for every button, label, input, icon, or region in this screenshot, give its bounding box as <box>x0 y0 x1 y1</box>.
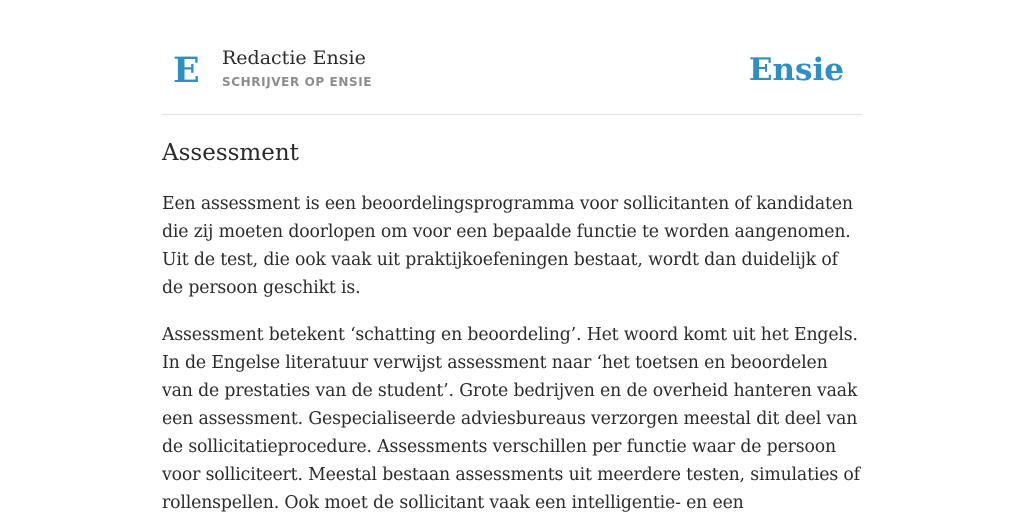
author-role: SCHRIJVER OP ENSIE <box>222 75 373 89</box>
article-paragraph: Een assessment is een beoordelingsprogramma voor sollicitanten of kandidaten die zij moeten doorlopen om voor een bepaalde functie te worden aangenomen. Uit de test, die ook vaak uit praktijkoefeningen bestaat, wordt dan duidelijk of de persoon geschikt is. <box>162 194 853 298</box>
author-avatar-initial: E <box>173 50 200 91</box>
author-name[interactable]: Redactie Ensie <box>222 47 366 69</box>
article-paragraph: Assessment betekent ‘schatting en beoordeling’. Het woord komt uit het Engels. In de Engelse literatuur verwijst assessment naar ‘het toetsen en beoordelen van de prestaties van de student’. Grote bedrijven en de overheid hanteren vaak een assessment. Gespecialiseerde adviesbureaus verzorgen meestal dit deel van de sollicitatieprocedure. Assessments verschillen per functie waar de persoon voor solliciteert. Meestal bestaan assessments uit meerdere testen, simulaties of rollenspellen. Ook moet de sollicitant vaak een intelligentie- en een <box>162 325 860 512</box>
ensie-logo[interactable]: Ensie <box>748 52 844 88</box>
article-card <box>162 0 862 512</box>
article-header <box>162 0 862 115</box>
article-title: Assessment <box>162 140 299 166</box>
